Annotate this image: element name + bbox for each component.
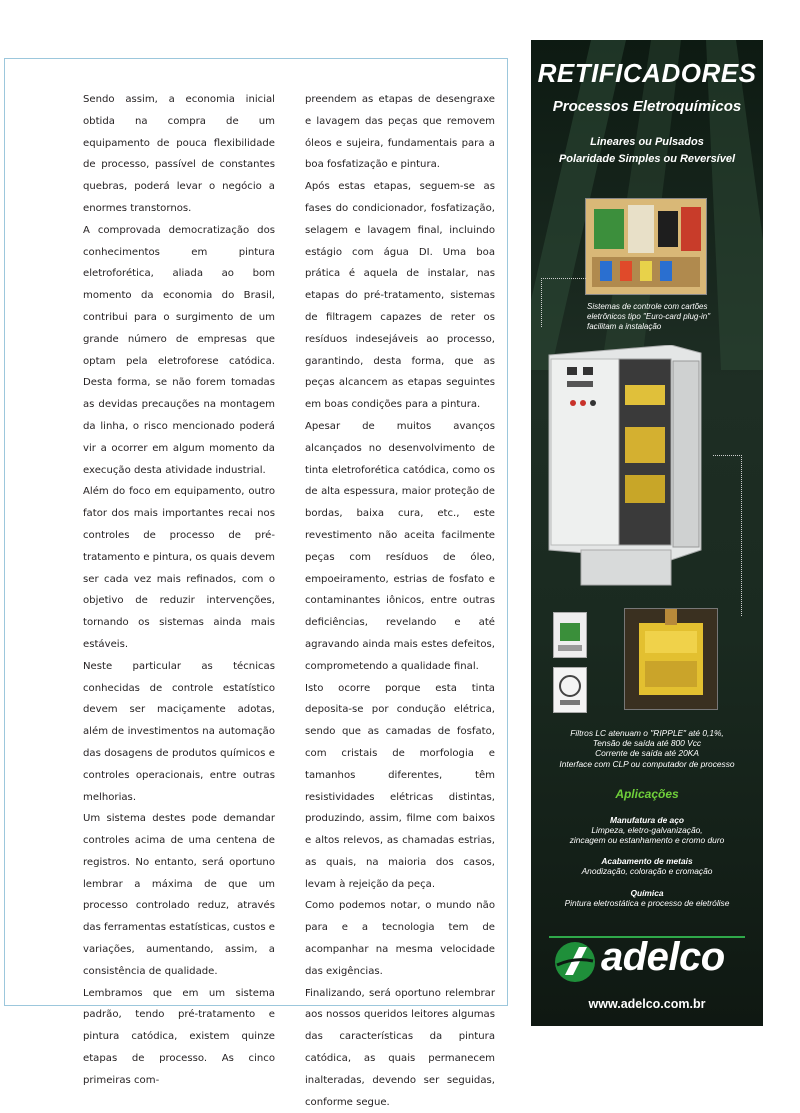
iso-certificate (553, 667, 587, 713)
application-chemistry: Química Pintura eletrostática e processo de eletrólise (564, 888, 730, 909)
paragraph: Isto ocorre porque esta tinta deposita-se por condução elétrica, sendo que as camadas de fosfato, com cristais de morfologia e tamanhos diferentes, têm resistividades elétricas distintas, produzindo, assim, filme com baixos e altos relevos, as chamadas estrias, as quais, na maioria dos casos, levam à rejeição da peça. (305, 682, 495, 890)
paragraph: Finalizando, será oportuno relembrar aos nossos queridos leitores algumas das características da pintura catódica, as quais permanecem inalteradas, devendo ser seguidas, conforme segue. (305, 987, 495, 1108)
connector-dots (713, 455, 742, 616)
application-steel: Manufatura de aço Limpeza, eletro-galvanização, zincagem ou estanhamento e cromo duro (569, 815, 725, 846)
ad-title: RETIFICADORES (537, 58, 757, 88)
paragraph: Sendo assim, a economia inicial obtida na compra de um equipamento de pouca flexibilidade de processo, passível de constantes quebras, poderá levar o negócio a enormes transtornos. (83, 94, 275, 214)
paragraph: Além do foco em equipamento, outro fator dos mais importantes recai nos controles de processo de pré-tratamento e pintura, os quais devem ser cada vez mais refinados, com o objetivo de reduzir intervenções, tornando os sistemas ainda mais estáveis. (83, 486, 275, 650)
paragraph: Um sistema destes pode demandar controles acima de uma centena de registros. No entanto, será oportuno lembrar a máxima de que um processo controlado reduz, através das ferramentas estatísticas, custos e variações, aumentando, assim, a consistência de qualidade. (83, 813, 276, 977)
applications-title: Aplicações (615, 787, 679, 801)
specifications: Filtros LC atenuam o "RIPPLE" até 0,1%, Tensão de saída até 800 Vcc Corrente de saída até 20KA Interface com CLP ou computador de processo (559, 728, 735, 769)
article-column-left (83, 89, 275, 1092)
rectifier-cabinet-photo (541, 345, 713, 590)
ad-subtitle: Processos Eletroquímicos (552, 98, 742, 115)
paragraph: Lembramos que em um sistema padrão, tendo pré-tratamento e pintura catódica, existem quinze etapas de processo. As cinco primeiras com- (83, 987, 275, 1086)
paragraph: Como podemos notar, o mundo não para e a tecnologia tem de acompanhar na mesma velocidade das exigências. (305, 900, 495, 977)
paragraph: Neste particular as técnicas conhecidas de controle estatístico devem ser maciçamente adotas, além de investimentos na automação das dosagens de produtos químicos e controles operacionais, entre outras melhorias. (83, 660, 275, 803)
award-certificate (553, 612, 587, 658)
adelco-advertisement (531, 40, 763, 1026)
application-metal-finishing: Acabamento de metais Anodização, coloração e cromação (581, 856, 713, 877)
transformer-photo (624, 608, 718, 710)
ad-tagline-2: Polaridade Simples ou Reversível (558, 153, 736, 165)
paragraph: A comprovada democratização dos conhecimentos em pintura eletroforética, aliada ao bom momento da economia do Brasil, contribui para o surgimento de um grande número de empresas que optam pela eletroforese catódica. Desta forma, se não forem tomadas as devidas precauções na montagem da linha, o risco mencionado poderá vir a ocorrer em algum momento da execução desta atividade industrial. (83, 224, 275, 476)
paragraph: Apesar de muitos avanços alcançados no desenvolvimento de tinta eletroforética catódica, como os de alta espessura, maior proteção de bordas, baixa cura, etc., este revestimento não aceita facilmente peças com resíduos de óleo, empoeiramento, estrias de fosfato e contaminantes iônicos, entre outras deficiências, revelando e até agravando ainda mais estes defeitos, comprometendo a qualidade final. (305, 420, 495, 672)
article-column-right (305, 89, 495, 1113)
paragraph: Após estas etapas, seguem-se as fases do condicionador, fosfatização, selagem e lavagem final, incluindo estágio com água DI. Uma boa prática é aquela de instalar, nas etapas do pré-tratamento, sistemas de filtragem capazes de reter os resíduos indesejáveis ao processo, garantindo, desta forma, que as peças alcancem as etapas seguintes em boas condições para a pintura. (305, 181, 495, 411)
paragraph: preendem as etapas de desengraxe e lavagem das peças que removem óleos e sujeira, fundamentais para a boa fosfatização e pintura. (305, 94, 495, 171)
website-link[interactable]: www.adelco.com.br (588, 997, 706, 1011)
control-cards-photo (585, 198, 707, 295)
adelco-logo (549, 935, 745, 987)
ad-tagline-1: Lineares ou Pulsados (590, 136, 704, 148)
cards-caption: Sistemas de controle com cartões eletrônicos tipo "Euro-card plug-in" facilitam a instalação (587, 302, 711, 331)
brand-name: adelco (601, 935, 725, 979)
connector-dots (541, 278, 586, 327)
